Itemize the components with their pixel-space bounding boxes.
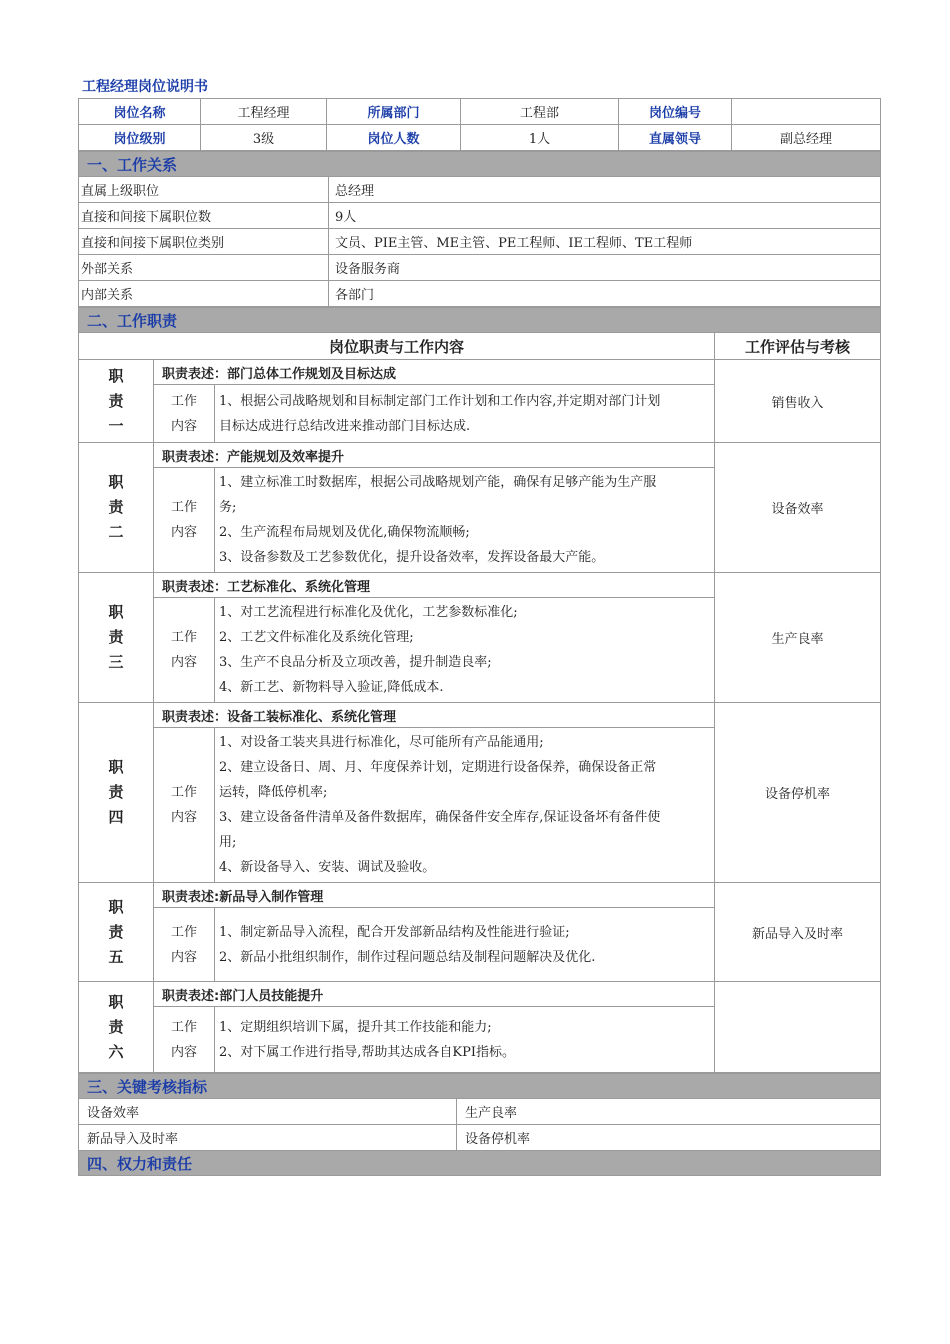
duty-number: 职 责 三 [79,573,154,703]
relation-value: 9人 [329,203,881,229]
kpi-item: 设备停机率 [457,1125,881,1151]
position-name-label: 岗位名称 [79,99,201,125]
duty-statement: 职责表述：工艺标准化、系统化管理 [154,573,715,598]
duty-statement-row [79,703,881,728]
duties-header: 岗位职责与工作内容 [79,333,715,360]
duty-number: 职 责 四 [79,703,154,883]
work-content-label: 工作 内容 [154,385,215,443]
duty-number: 职 责 一 [79,360,154,443]
info-row-2 [79,125,881,151]
relation-row [79,177,881,203]
work-content-label: 工作 内容 [154,908,215,982]
duty-statement: 职责表述:新品导入制作管理 [154,883,715,908]
relation-label: 内部关系 [79,281,329,307]
duty-statement-row [79,883,881,908]
work-content-label: 工作 内容 [154,468,215,573]
department-value: 工程部 [461,99,619,125]
duty-content: 1、制定新品导入流程，配合开发部新品结构及性能进行验证; 2、新品小批组织制作，制作过程问题总结及制程问题解决及优化. [215,908,715,982]
kpi-row [79,1099,881,1125]
duty-statement: 职责表述:部门人员技能提升 [154,982,715,1007]
duty-number: 职 责 五 [79,883,154,982]
relation-row [79,255,881,281]
relation-value: 文员、PIE主管、ME主管、PE工程师、IE工程师、TE工程师 [329,229,881,255]
duty-content: 1、根据公司战略规划和目标制定部门工作计划和工作内容,并定期对部门计划 目标达成进行总结改进来推动部门目标达成. [215,385,715,443]
work-content-label: 工作 内容 [154,728,215,883]
duty-statement: 职责表述：产能规划及效率提升 [154,443,715,468]
duty-evaluation: 新品导入及时率 [715,883,881,982]
duty-evaluation [715,982,881,1073]
info-row-1 [79,99,881,125]
duties-table [78,307,881,1073]
work-content-label: 工作 内容 [154,598,215,703]
kpi-item: 生产良率 [457,1099,881,1125]
position-code-label: 岗位编号 [619,99,732,125]
relation-row [79,229,881,255]
headcount-value: 1人 [461,125,619,151]
relation-row [79,281,881,307]
duty-evaluation: 设备效率 [715,443,881,573]
section-title-kpi: 三、关键考核指标 [79,1074,881,1099]
relation-label: 直接和间接下属职位类别 [79,229,329,255]
duty-content: 1、对工艺流程进行标准化及优化，工艺参数标准化; 2、工艺文件标准化及系统化管理; 3、生产不良品分析及立项改善，提升制造良率; 4、新工艺、新物料导入验证,降低成本. [215,598,715,703]
relation-value: 总经理 [329,177,881,203]
document-page [78,76,880,1176]
document-title: 工程经理岗位说明书 [82,79,208,95]
kpi-row [79,1125,881,1151]
supervisor-value: 副总经理 [732,125,881,151]
position-level-value: 3级 [201,125,327,151]
work-content-label: 工作 内容 [154,1007,215,1073]
duty-statement-row [79,573,881,598]
duty-statement: 职责表述：部门总体工作规划及目标达成 [154,360,715,385]
kpi-item: 新品导入及时率 [79,1125,457,1151]
supervisor-label: 直属领导 [619,125,732,151]
relation-row [79,203,881,229]
headcount-label: 岗位人数 [327,125,461,151]
duty-statement-row [79,982,881,1007]
duty-content: 1、对设备工装夹具进行标准化，尽可能所有产品能通用; 2、建立设备日、周、月、年度保养计划，定期进行设备保养，确保设备正常 运转，降低停机率; 3、建立设备备件清单及备件数据库，确保备件安全库存,保证设备坏有备件使 用; 4、新设备导入、安装、调试及验收。 [215,728,715,883]
relation-label: 外部关系 [79,255,329,281]
section-title-work-relations: 一、工作关系 [79,152,881,177]
section-title-duties: 二、工作职责 [79,308,881,333]
duty-statement: 职责表述：设备工装标准化、系统化管理 [154,703,715,728]
kpi-table [78,1073,881,1176]
relation-value: 设备服务商 [329,255,881,281]
relation-label: 直属上级职位 [79,177,329,203]
work-relations-table [78,151,881,307]
relation-value: 各部门 [329,281,881,307]
evaluation-header: 工作评估与考核 [715,333,881,360]
duty-evaluation: 生产良率 [715,573,881,703]
relation-label: 直接和间接下属职位数 [79,203,329,229]
position-name-value: 工程经理 [201,99,327,125]
duty-evaluation: 设备停机率 [715,703,881,883]
duty-content: 1、建立标准工时数据库，根据公司战略规划产能，确保有足够产能为生产服 务; 2、生产流程布局规划及优化,确保物流顺畅; 3、设备参数及工艺参数优化，提升设备效率，发挥设备最大产能。 [215,468,715,573]
basic-info-table [78,98,881,151]
duty-evaluation: 销售收入 [715,360,881,443]
duty-statement-row [79,360,881,385]
duty-statement-row [79,443,881,468]
duty-number: 职 责 二 [79,443,154,573]
duty-content: 1、定期组织培训下属，提升其工作技能和能力; 2、对下属工作进行指导,帮助其达成各自KPI指标。 [215,1007,715,1073]
duty-number: 职 责 六 [79,982,154,1073]
section-title-authority: 四、权力和责任 [79,1151,881,1176]
position-code-value [732,99,881,125]
position-level-label: 岗位级别 [79,125,201,151]
department-label: 所属部门 [327,99,461,125]
kpi-item: 设备效率 [79,1099,457,1125]
